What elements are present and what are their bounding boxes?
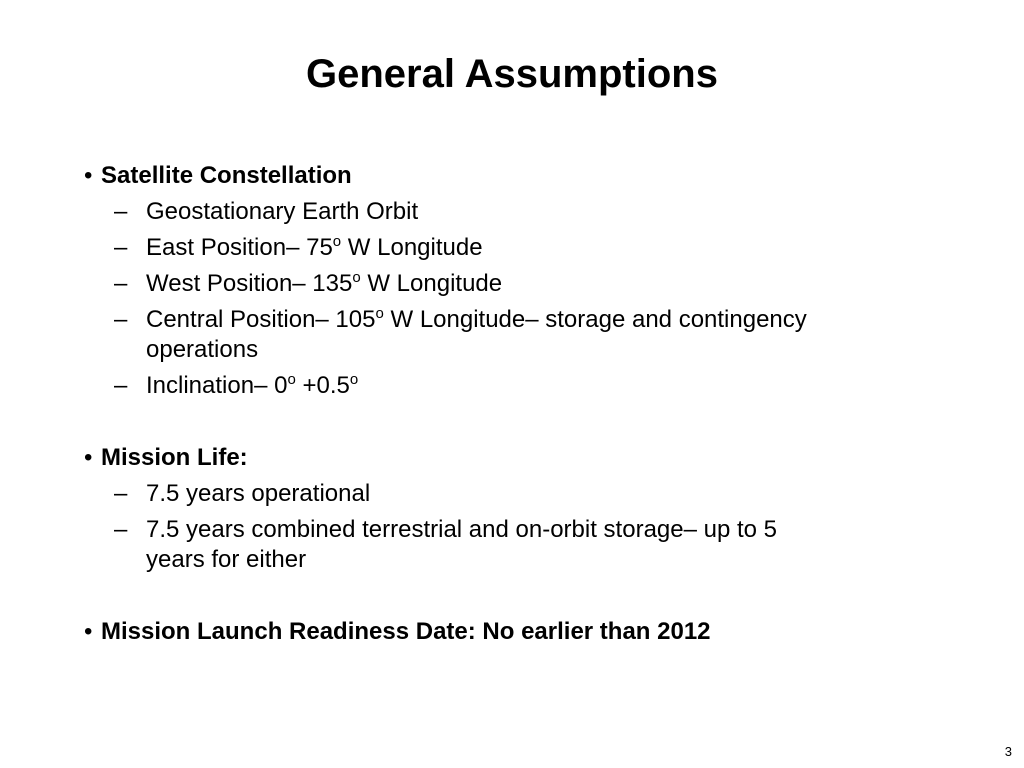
list-item-west-position bbox=[146, 269, 502, 299]
section-heading-launch-readiness: Mission Launch Readiness Date: No earlier than 2012 bbox=[101, 618, 711, 645]
degree-symbol: o bbox=[349, 371, 359, 388]
west-position-text: West Position– 135 bbox=[146, 270, 353, 297]
list-item-central-position-continuation: operations bbox=[146, 336, 259, 363]
dash-icon: – bbox=[114, 306, 128, 333]
page-number: 3 bbox=[1004, 744, 1012, 759]
list-item-inclination bbox=[146, 371, 358, 401]
bullet-icon: • bbox=[84, 444, 93, 471]
list-item-central-position bbox=[146, 305, 807, 335]
dash-icon: – bbox=[114, 372, 128, 399]
inclination-tolerance: +0.5 bbox=[295, 372, 350, 399]
east-position-suffix: W Longitude bbox=[341, 234, 483, 261]
bullet-icon: • bbox=[84, 618, 93, 645]
dash-icon: – bbox=[114, 234, 128, 261]
central-position-suffix: W Longitude– storage and contingency bbox=[383, 306, 807, 333]
list-item-east-position bbox=[146, 233, 483, 263]
section-heading-satellite-constellation: Satellite Constellation bbox=[101, 162, 352, 189]
list-item-orbit: Geostationary Earth Orbit bbox=[146, 198, 419, 225]
inclination-text: Inclination– 0 bbox=[146, 372, 288, 399]
central-position-text: Central Position– 105 bbox=[146, 306, 376, 333]
degree-symbol: o bbox=[332, 233, 342, 250]
list-item-operational: 7.5 years operational bbox=[146, 480, 371, 507]
section-heading-mission-life: Mission Life: bbox=[101, 444, 248, 471]
degree-symbol: o bbox=[375, 305, 384, 322]
bullet-icon: • bbox=[84, 162, 93, 189]
degree-symbol: o bbox=[352, 269, 361, 286]
list-item-storage: 7.5 years combined terrestrial and on-orbit storage– up to 5 bbox=[146, 516, 778, 543]
degree-symbol: o bbox=[287, 371, 296, 388]
dash-icon: – bbox=[114, 516, 128, 543]
west-position-suffix: W Longitude bbox=[360, 270, 503, 297]
dash-icon: – bbox=[114, 480, 128, 507]
dash-icon: – bbox=[114, 270, 128, 297]
east-position-text: East Position– 75 bbox=[146, 234, 333, 261]
slide-title: General Assumptions bbox=[306, 52, 718, 96]
list-item-storage-continuation: years for either bbox=[146, 546, 307, 573]
dash-icon: – bbox=[114, 198, 128, 225]
